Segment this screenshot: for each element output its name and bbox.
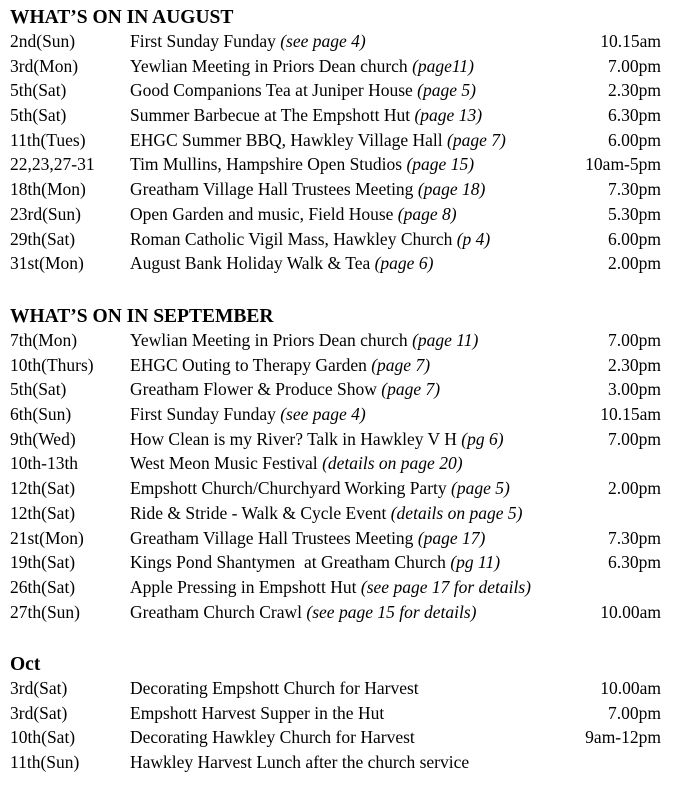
event-description xyxy=(130,353,430,378)
event-title: Yewlian Meeting in Priors Dean church xyxy=(130,55,413,76)
event-time: 2.00pm xyxy=(608,253,661,274)
event-row xyxy=(10,427,675,452)
page-reference: (details on page 5) xyxy=(390,502,523,523)
event-title: Empshott Church/Churchyard Working Party xyxy=(130,478,452,499)
event-title: Decorating Hawkley Church for Harvest xyxy=(130,727,415,748)
event-title: Greatham Flower & Produce Show xyxy=(130,379,382,400)
event-date: 12th(Sat) xyxy=(10,502,76,523)
event-title: Decorating Empshott Church for Harvest xyxy=(130,678,419,698)
event-description xyxy=(130,78,476,103)
event-description xyxy=(130,227,490,252)
event-time: 2.00pm xyxy=(608,478,661,499)
event-time: 10.00am xyxy=(600,678,661,698)
event-row xyxy=(10,526,675,551)
event-title: EHGC Summer BBQ, Hawkley Village Hall xyxy=(130,129,447,150)
event-title: How Clean is my River? Talk in Hawkley V H xyxy=(130,428,462,449)
event-date: 2nd(Sun) xyxy=(10,31,76,51)
event-time: 10am-5pm xyxy=(585,154,661,175)
event-title: Kings Pond Shantymen at Greatham Church xyxy=(130,552,451,573)
august-section xyxy=(10,7,675,276)
page-reference: (see page 4) xyxy=(280,31,366,51)
event-date: 11th(Sun) xyxy=(10,752,80,773)
page-reference: (page 8) xyxy=(397,203,457,224)
event-time: 7.00pm xyxy=(608,702,661,723)
event-description xyxy=(130,377,440,402)
event-row xyxy=(10,676,675,701)
event-description xyxy=(130,251,433,276)
event-title: Open Garden and music, Field House xyxy=(130,203,398,224)
event-row xyxy=(10,328,675,353)
event-date: 11th(Tues) xyxy=(10,129,86,150)
page-reference: (page 18) xyxy=(417,179,486,200)
event-title: Yewlian Meeting in Priors Dean church xyxy=(130,330,413,350)
event-date: 18th(Mon) xyxy=(10,179,86,200)
event-description xyxy=(130,177,485,202)
page-reference: (page11) xyxy=(412,55,474,76)
event-row xyxy=(10,103,675,128)
event-row xyxy=(10,725,675,750)
event-date: 5th(Sat) xyxy=(10,105,67,126)
event-row xyxy=(10,600,675,625)
event-row xyxy=(10,29,675,54)
event-list xyxy=(10,676,675,775)
section-title: Oct xyxy=(10,654,41,675)
event-time: 6.30pm xyxy=(608,552,661,573)
page-reference: (page 7) xyxy=(447,129,506,150)
event-description xyxy=(130,128,506,153)
section-title: WHAT’S ON IN SEPTEMBER xyxy=(10,306,274,327)
event-time: 2.30pm xyxy=(608,354,661,375)
event-time: 7.00pm xyxy=(608,330,661,350)
event-date: 7th(Mon) xyxy=(10,330,78,350)
event-row xyxy=(10,227,675,252)
page-reference: (p 4) xyxy=(456,228,491,249)
event-description xyxy=(130,152,474,177)
event-time: 2.30pm xyxy=(608,80,661,101)
event-row xyxy=(10,377,675,402)
event-description xyxy=(130,103,482,128)
event-date: 12th(Sat) xyxy=(10,478,76,499)
page-reference: (details on page 20) xyxy=(322,453,463,474)
event-row xyxy=(10,78,675,103)
event-row xyxy=(10,353,675,378)
page-reference: (page 5) xyxy=(451,478,510,499)
event-date: 22,23,27-31 xyxy=(10,154,95,175)
event-row xyxy=(10,177,675,202)
page-reference: (page 11) xyxy=(412,330,479,350)
event-description xyxy=(130,202,457,227)
event-time: 10.00am xyxy=(600,601,661,622)
event-date: 27th(Sun) xyxy=(10,601,80,622)
event-row xyxy=(10,550,675,575)
section-title: WHAT’S ON IN AUGUST xyxy=(10,7,234,28)
page-reference: (page 13) xyxy=(414,105,483,126)
event-title: Summer Barbecue at The Empshott Hut xyxy=(130,105,415,126)
event-description xyxy=(130,725,415,750)
event-date: 5th(Sat) xyxy=(10,379,67,400)
event-row xyxy=(10,54,675,79)
event-title: Roman Catholic Vigil Mass, Hawkley Church xyxy=(130,228,457,249)
event-date: 29th(Sat) xyxy=(10,228,76,249)
event-description xyxy=(130,451,463,476)
event-row xyxy=(10,501,675,526)
page-reference: (pg 6) xyxy=(461,428,504,449)
event-title: Hawkley Harvest Lunch after the church service xyxy=(130,752,470,773)
event-row xyxy=(10,402,675,427)
event-row xyxy=(10,575,675,600)
october-section xyxy=(10,654,675,775)
event-date: 23rd(Sun) xyxy=(10,203,81,224)
event-date: 10th(Thurs) xyxy=(10,354,94,375)
event-description xyxy=(130,501,522,526)
page-reference: (pg 11) xyxy=(450,552,501,573)
event-description xyxy=(130,676,419,701)
event-description xyxy=(130,600,477,625)
event-time: 5.30pm xyxy=(608,203,661,224)
event-date: 10th(Sat) xyxy=(10,727,76,748)
event-description xyxy=(130,526,485,551)
event-row xyxy=(10,128,675,153)
event-date: 6th(Sun) xyxy=(10,404,72,425)
page-reference: (page 15) xyxy=(406,154,475,175)
event-row xyxy=(10,476,675,501)
event-description xyxy=(130,476,510,501)
event-description xyxy=(130,701,384,726)
event-time: 6.30pm xyxy=(608,105,661,126)
event-list xyxy=(10,328,675,624)
event-title: West Meon Music Festival xyxy=(130,453,323,474)
event-row xyxy=(10,451,675,476)
event-description xyxy=(130,328,478,353)
event-row xyxy=(10,202,675,227)
event-date: 31st(Mon) xyxy=(10,253,84,274)
september-section xyxy=(10,306,675,624)
event-description xyxy=(130,402,366,427)
event-description xyxy=(130,750,469,775)
event-row xyxy=(10,750,675,775)
page-reference: (page 7) xyxy=(381,379,441,400)
event-title: First Sunday Funday xyxy=(130,31,281,51)
event-time: 10.15am xyxy=(600,404,661,425)
event-list xyxy=(10,29,675,276)
event-title: Greatham Church Crawl xyxy=(130,601,307,622)
page-reference: (page 6) xyxy=(374,253,434,274)
event-description xyxy=(130,575,531,600)
event-description xyxy=(130,29,366,54)
event-title: Greatham Village Hall Trustees Meeting xyxy=(130,527,418,548)
event-title: Good Companions Tea at Juniper House xyxy=(130,80,418,101)
event-title: Greatham Village Hall Trustees Meeting xyxy=(130,179,418,200)
event-time: 3.00pm xyxy=(608,379,661,400)
event-date: 3rd(Sat) xyxy=(10,678,68,698)
event-time: 7.30pm xyxy=(608,179,661,200)
event-time: 10.15am xyxy=(600,31,661,51)
event-time: 9am-12pm xyxy=(585,727,661,748)
event-date: 5th(Sat) xyxy=(10,80,67,101)
event-description xyxy=(130,54,474,79)
event-row xyxy=(10,152,675,177)
event-date: 19th(Sat) xyxy=(10,552,76,573)
event-time: 6.00pm xyxy=(608,228,661,249)
event-date: 26th(Sat) xyxy=(10,576,76,597)
event-time: 7.00pm xyxy=(608,55,661,76)
page-reference: (page 17) xyxy=(417,527,486,548)
event-title: Apple Pressing in Empshott Hut xyxy=(130,576,361,597)
event-title: Tim Mullins, Hampshire Open Studios xyxy=(130,154,407,175)
event-description xyxy=(130,550,500,575)
event-title: Ride & Stride - Walk & Cycle Event xyxy=(130,502,391,523)
event-date: 9th(Wed) xyxy=(10,428,76,449)
event-title: Empshott Harvest Supper in the Hut xyxy=(130,702,385,723)
event-title: EHGC Outing to Therapy Garden xyxy=(130,354,372,375)
event-date: 21st(Mon) xyxy=(10,527,84,548)
page-reference: (see page 17 for details) xyxy=(360,576,532,597)
page-reference: (page 5) xyxy=(417,80,476,101)
page-reference: (see page 4) xyxy=(280,404,366,425)
event-date: 3rd(Mon) xyxy=(10,55,79,76)
page-reference: (see page 15 for details) xyxy=(306,601,477,622)
event-date: 3rd(Sat) xyxy=(10,702,68,723)
event-row xyxy=(10,251,675,276)
event-title: First Sunday Funday xyxy=(130,404,281,425)
event-row xyxy=(10,701,675,726)
event-title: August Bank Holiday Walk & Tea xyxy=(130,253,375,274)
event-time: 7.30pm xyxy=(608,527,661,548)
event-description xyxy=(130,427,504,452)
event-time: 7.00pm xyxy=(608,428,661,449)
page-reference: (page 7) xyxy=(371,354,431,375)
event-time: 6.00pm xyxy=(608,129,661,150)
event-date: 10th-13th xyxy=(10,453,79,474)
